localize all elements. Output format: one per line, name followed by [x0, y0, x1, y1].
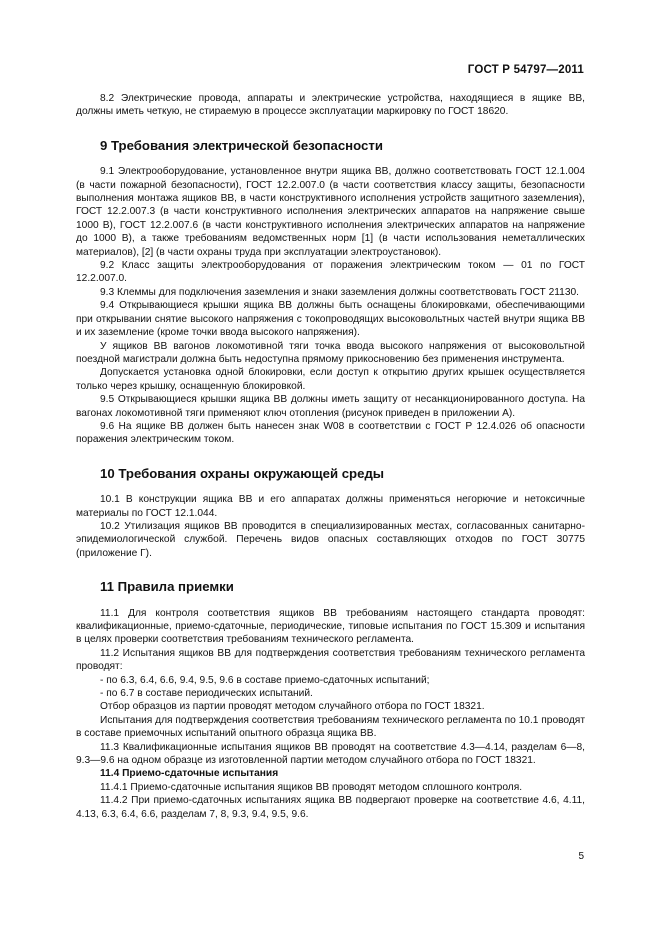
- paragraph-11-3: 11.3 Квалификационные испытания ящиков ВВ проводят на соответствие 4.3—4.14, разделам 6—8, 9.3—9.6 на одном образце из изготовленной партии методом случайного отбора по ГОСТ 18321.: [76, 741, 585, 767]
- paragraph-11-2: 11.2 Испытания ящиков ВВ для подтверждения соответствия требованиям технического регламента проводят:: [76, 647, 585, 673]
- section-10-title: 10 Требования охраны окружающей среды: [100, 465, 385, 481]
- paragraph-11-4-2: 11.4.2 При приемо-сдаточных испытаниях ящика ВВ подвергают проверке на соответствие 4.6, 4.11, 4.13, 6.3, 6.4, 6.6, разделам 7, 8, 9.3, 9.4, 9.5, 9.6.: [76, 795, 585, 820]
- section-11-title: 11 Правила приемки: [100, 579, 234, 595]
- paragraph-9-6: 9.6 На ящике ВВ должен быть нанесен знак W08 в соответствии с ГОСТ Р 12.4.026 об опасности поражения электрическим током.: [76, 420, 585, 446]
- paragraph-11-4-1: 11.4.1 Приемо-сдаточные испытания ящиков ВВ проводят методом сплошного контроля.: [100, 781, 523, 793]
- subsection-11-4-title: 11.4 Приемо-сдаточные испытания: [100, 768, 279, 780]
- list-11-2: [76, 674, 585, 701]
- paragraph-10-2: 10.2 Утилизация ящиков ВВ проводится в специализированных местах, согласованных санитарно-эпидемиологической службой. Перечень видов опасных составляющих отходов по ГОСТ 30775 (приложение Г).: [76, 520, 585, 559]
- paragraph-9-4-note-b: Допускается установка одной блокировки, если доступ к открытию других крышек осуществляется только через крышку, оснащенную блокировкой.: [76, 367, 585, 392]
- paragraph-10-1: 10.1 В конструкции ящика ВВ и его аппаратах должны применяться негорючие и нетоксичные материалы по ГОСТ 12.1.044.: [76, 494, 585, 519]
- paragraph-9-5: 9.5 Открывающиеся крышки ящика ВВ должны иметь защиту от несанкционированного доступа. На вагонах локомотивной тяги применяют ключ отопления (рисунок приведен в приложении А).: [76, 394, 585, 419]
- list-item: - по 6.3, 6.4, 6.6, 9.4, 9.5, 9.6 в составе приемо-сдаточных испытаний;: [100, 674, 430, 686]
- paragraph-9-4-note-a: У ящиков ВВ вагонов локомотивной тяги точка ввода высокого напряжения от высоковольтной поездной магистрали должна быть недоступна прямому прикосновению без применения инструмента.: [76, 340, 585, 365]
- paragraph-11-1: 11.1 Для контроля соответствия ящиков ВВ требованиям настоящего стандарта проводят: квалификационные, приемо-сдаточные, периодические, типовые испытания по ГОСТ 15.309 и испытания в целях проверки соответствия требованиям технического регламента.: [76, 607, 585, 646]
- paragraph-9-4: 9.4 Открывающиеся крышки ящика ВВ должны быть оснащены блокировками, обеспечивающими при открывании снятие высокого напряжения с токопроводящих высоковольтных частей внутри ящика ВВ и их заземление (кроме точки ввода высокого напряжения).: [76, 300, 585, 339]
- paragraph-8-2: 8.2 Электрические провода, аппараты и электрические устройства, находящиеся в ящике ВВ, должны иметь четкую, не стираемую в процессе эксплуатации маркировку по ГОСТ 18620.: [76, 93, 585, 118]
- paragraph-11-2-approval: Испытания для подтверждения соответствия требованиям технического регламента по 10.1 проводят в составе приемочных испытаний опытного образца ящика ВВ.: [76, 714, 585, 740]
- doc-code-header: ГОСТ Р 54797—2011: [467, 64, 584, 76]
- page-content: [76, 92, 585, 821]
- section-9-title: 9 Требования электрической безопасности: [100, 137, 383, 153]
- paragraph-9-1: 9.1 Электрооборудование, установленное внутри ящика ВВ, должно соответствовать ГОСТ 12.1.004 (в части пожарной безопасности), ГОСТ 12.2.007.0 (в части соответствия классу защиты, безопасности выполнения монтажа ящиков ВВ, в части конструктивного исполнения устройств защитного заземления), ГОСТ 12.2.007.3 (в части конструктивного исполнения электрических аппаратов на напряжение свыше 1000 В), ГОСТ 12.2.007.6 (в части конструктивного исполнения электрических аппаратов на напряжение до 1000 В), а также требованиям ведомственных норм [1] (в части использования неметаллических материалов), [2] (в части охраны труда при эксплуатации электроустановок).: [76, 166, 585, 258]
- paragraph-11-2-sampling: Отбор образцов из партии проводят методом случайного отбора по ГОСТ 18321.: [100, 701, 485, 713]
- paragraph-9-2: 9.2 Класс защиты электрооборудования от поражения электрическим током — 01 по ГОСТ 12.2.007.0.: [76, 260, 585, 285]
- page-number: 5: [578, 851, 584, 862]
- list-item: - по 6.7 в составе периодических испытаний.: [100, 688, 313, 700]
- paragraph-9-3: 9.3 Клеммы для подключения заземления и знаки заземления должны соответствовать ГОСТ 21130.: [100, 286, 580, 298]
